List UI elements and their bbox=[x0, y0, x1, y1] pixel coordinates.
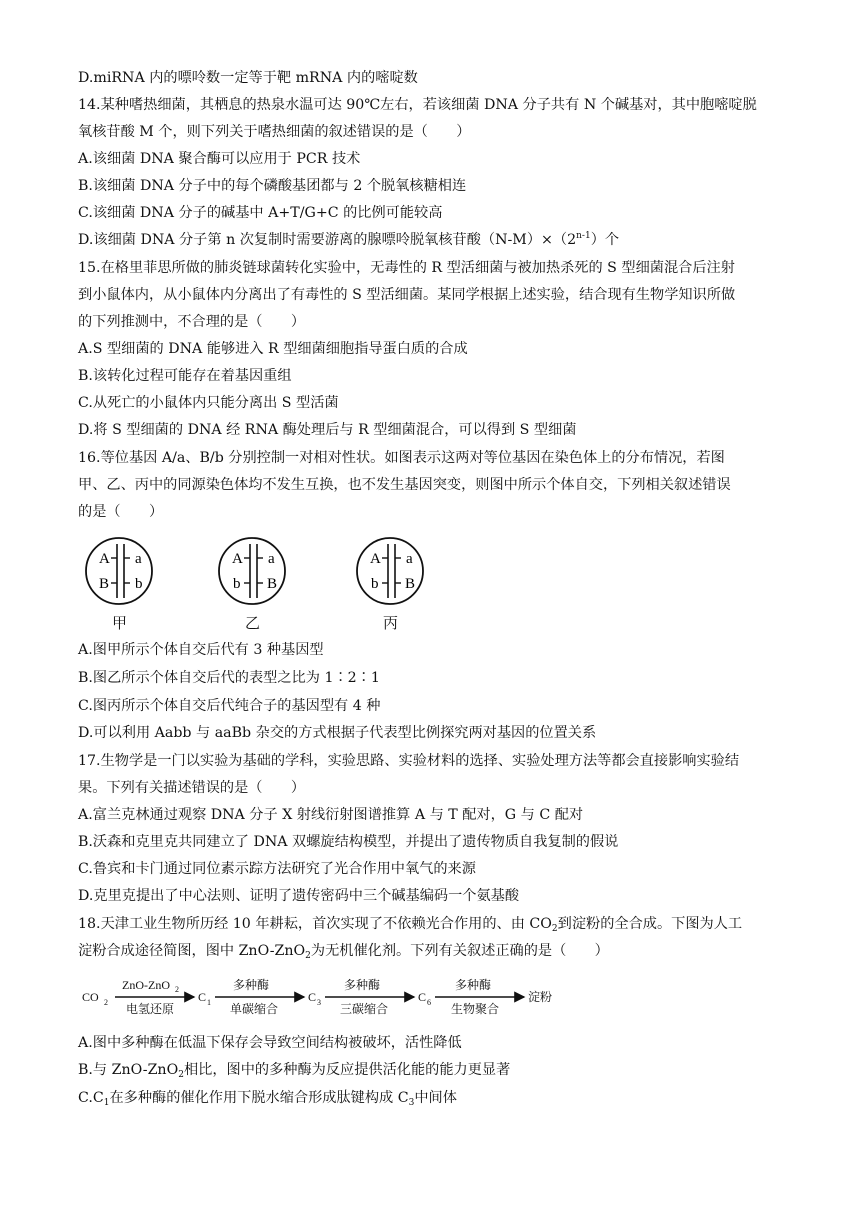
q18-stem-1 bbox=[78, 914, 742, 934]
q18-b-tail: 相比，图中的多种酶为反应提供活化能的能力更显著 bbox=[183, 1062, 511, 1078]
step3-top: 多种酶 bbox=[344, 978, 381, 992]
step2-bottom: 单碳缩合 bbox=[230, 1002, 279, 1016]
gene-label: a bbox=[135, 551, 142, 567]
q14-option-d bbox=[78, 230, 619, 250]
step4-top: 多种酶 bbox=[455, 978, 492, 992]
q16-option-b: B.图乙所示个体自交后代的表型之比为 1∶2∶1 bbox=[78, 670, 380, 686]
pathway-start: CO bbox=[82, 990, 99, 1004]
q18-stem-2 bbox=[78, 941, 609, 961]
cell-circle-jia bbox=[84, 536, 154, 606]
step4-bottom: 生物聚合 bbox=[451, 1002, 500, 1016]
sub-3: 3 bbox=[408, 1098, 415, 1108]
q16-stem-3: 的是（ ） bbox=[78, 504, 164, 520]
q16-option-a: A.图甲所示个体自交后代有 3 种基因型 bbox=[78, 642, 324, 658]
step3-bottom: 三碳缩合 bbox=[340, 1002, 389, 1016]
step2-product: C bbox=[308, 990, 317, 1004]
sub-1: 1 bbox=[103, 1098, 110, 1108]
step2-product-sub: 3 bbox=[317, 998, 321, 1007]
q16-option-d: D.可以利用 Aabb 与 aaBb 杂交的方式根据子代表型比例探究两对基因的位置关系 bbox=[78, 725, 597, 741]
q15-option-c: C.从死亡的小鼠体内只能分离出 S 型活菌 bbox=[78, 395, 339, 411]
gene-label: a bbox=[406, 551, 413, 567]
caption-yi: 乙 bbox=[245, 614, 261, 632]
q14-d-exponent: n-1 bbox=[576, 231, 591, 241]
gene-label: b bbox=[135, 576, 143, 592]
gene-label: B bbox=[99, 576, 110, 592]
gene-label: A bbox=[232, 551, 243, 567]
q18-stem-1-text: 18.天津工业生物所历经 10 年耕耘，首次实现了不依赖光合作用的、由 CO bbox=[78, 916, 552, 932]
q16-stem-1: 16.等位基因 A/a、B/b 分别控制一对相对性状。如图表示这两对等位基因在染色体上的分布情况，若图 bbox=[78, 450, 725, 466]
q14-d-text: D.该细菌 DNA 分子第 n 次复制时需要游离的腺嘌呤脱氧核苷酸（N-M）×（2 bbox=[78, 232, 577, 248]
q18-stem-2-tail: 为无机催化剂。下列有关叙述正确的是（ ） bbox=[310, 943, 609, 959]
q18-b-text: B.与 ZnO-ZnO bbox=[78, 1062, 179, 1078]
line-13d: D.miRNA 内的嘌呤数一定等于靶 mRNA 内的嘧啶数 bbox=[78, 70, 418, 86]
q15-stem-2: 到小鼠体内，从小鼠体内分离出了有毒性的 S 型活细菌。某同学根据上述实验，结合现有生物学知识所做 bbox=[78, 287, 736, 303]
q14-option-a: A.该细菌 DNA 聚合酶可以应用于 PCR 技术 bbox=[78, 151, 361, 167]
sub-2: 2 bbox=[551, 924, 558, 934]
cell-circle-bing bbox=[355, 536, 425, 606]
q18-option-c bbox=[78, 1088, 457, 1108]
q17-stem-1: 17.生物学是一门以实验为基础的学科，实验思路、实验材料的选择、实验处理方法等都会直接影响实验结 bbox=[78, 753, 740, 769]
chromosome-diagram-yi bbox=[217, 536, 287, 632]
chromosome-diagram-bing bbox=[355, 536, 425, 632]
pathway-start-sub: 2 bbox=[104, 998, 108, 1007]
caption-jia: 甲 bbox=[112, 614, 128, 632]
q15-stem-1: 15.在格里菲思所做的肺炎链球菌转化实验中，无毒性的 R 型活细菌与被加热杀死的 S 型细菌混合后注射 bbox=[78, 260, 735, 276]
gene-label: A bbox=[370, 551, 381, 567]
q14-d-tail: ）个 bbox=[590, 232, 620, 248]
gene-label: A bbox=[99, 551, 110, 567]
gene-label: b bbox=[233, 576, 241, 592]
q14-stem-2: 氧核苷酸 M 个，则下列关于嗜热细菌的叙述错误的是（ ） bbox=[78, 124, 471, 140]
q16-stem-2: 甲、乙、丙中的同源染色体均不发生互换，也不发生基因突变，则图中所示个体自交，下列相关叙述错误 bbox=[78, 477, 731, 493]
step4-product: 淀粉 bbox=[528, 990, 553, 1004]
q14-option-c: C.该细菌 DNA 分子的碱基中 A+T/G+C 的比例可能较高 bbox=[78, 205, 443, 221]
q14-option-b: B.该细菌 DNA 分子中的每个磷酸基团都与 2 个脱氧核糖相连 bbox=[78, 178, 467, 194]
q16-option-c: C.图丙所示个体自交后代纯合子的基因型有 4 种 bbox=[78, 698, 381, 714]
q14-stem-1: 14.某种嗜热细菌，其栖息的热泉水温可达 90℃左右，若该细菌 DNA 分子共有 N 个碱基对，其中胞嘧啶脱 bbox=[78, 97, 757, 113]
step3-product-sub: 6 bbox=[427, 998, 431, 1007]
gene-label: a bbox=[268, 551, 275, 567]
chromosome-diagram-jia bbox=[84, 536, 154, 632]
q17-option-b: B.沃森和克里克共同建立了 DNA 双螺旋结构模型，并提出了遗传物质自我复制的假说 bbox=[78, 834, 619, 850]
q15-option-a: A.S 型细菌的 DNA 能够进入 R 型细菌细胞指导蛋白质的合成 bbox=[78, 341, 468, 357]
caption-bing: 丙 bbox=[383, 614, 399, 632]
q15-option-d: D.将 S 型细菌的 DNA 经 RNA 酶处理后与 R 型细菌混合，可以得到 S 型细菌 bbox=[78, 422, 577, 438]
q17-option-c: C.鲁宾和卡门通过同位素示踪方法研究了光合作用中氧气的来源 bbox=[78, 861, 476, 877]
step1-top-sub: 2 bbox=[175, 985, 179, 994]
q17-option-a: A.富兰克林通过观察 DNA 分子 X 射线衍射图谱推算 A 与 T 配对，G 与 C 配对 bbox=[78, 807, 584, 823]
q18-option-b bbox=[78, 1060, 510, 1080]
sub-2: 2 bbox=[178, 1070, 184, 1080]
step3-product: C bbox=[418, 990, 427, 1004]
q18-c-mid: 在多种酶的催化作用下脱水缩合形成肽键构成 C bbox=[109, 1090, 409, 1106]
gene-label: B bbox=[267, 576, 278, 592]
q17-option-d: D.克里克提出了中心法则、证明了遗传密码中三个碱基编码一个氨基酸 bbox=[78, 888, 520, 904]
step1-bottom: 电氢还原 bbox=[126, 1002, 175, 1016]
step1-product: C bbox=[198, 990, 207, 1004]
q18-c-tail: 中间体 bbox=[414, 1090, 457, 1106]
q17-stem-2: 果。下列有关描述错误的是（ ） bbox=[78, 780, 306, 796]
sub-2: 2 bbox=[305, 951, 311, 961]
step2-top: 多种酶 bbox=[233, 978, 270, 992]
cell-circle-yi bbox=[217, 536, 287, 606]
q18-stem-2-text: 淀粉合成途径简图，图中 ZnO-ZnO bbox=[78, 943, 306, 959]
gene-label: B bbox=[405, 576, 416, 592]
q18-option-a: A.图中多种酶在低温下保存会导致空间结构被破坏，活性降低 bbox=[78, 1035, 462, 1051]
q15-option-b: B.该转化过程可能存在着基因重组 bbox=[78, 368, 292, 384]
step1-product-sub: 1 bbox=[207, 998, 211, 1007]
step1-top: ZnO-ZnO bbox=[122, 978, 170, 992]
q18-c-text: C.C bbox=[78, 1090, 104, 1106]
starch-synthesis-pathway bbox=[78, 972, 598, 1022]
gene-label: b bbox=[371, 576, 379, 592]
q18-stem-1-tail: 到淀粉的全合成。下图为人工 bbox=[557, 916, 743, 932]
q15-stem-3: 的下列推测中，不合理的是（ ） bbox=[78, 314, 306, 330]
